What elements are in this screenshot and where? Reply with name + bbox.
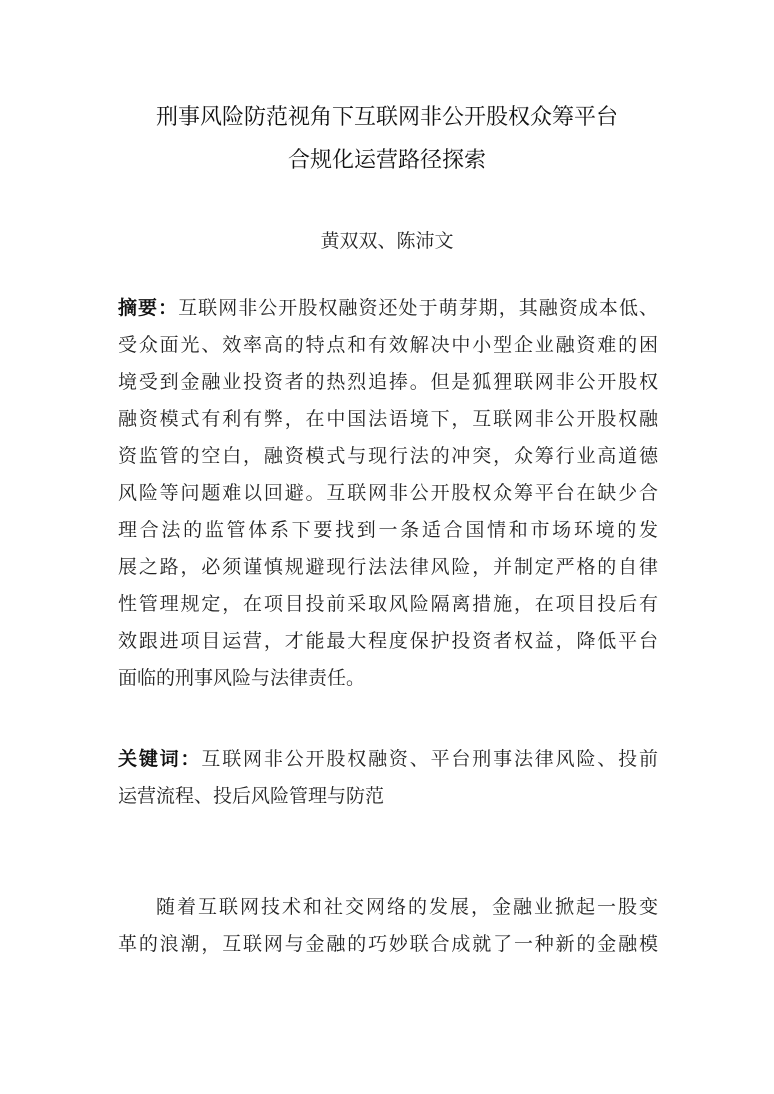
keywords-text: 互联网非公开股权融资、平台刑事法律风险、投前 (201, 748, 658, 770)
abstract-line: 资监管的空白，融资模式与现行法的冲突，众筹行业高道德 (118, 445, 658, 467)
keywords-line (118, 747, 658, 771)
abstract-line: 境受到金融业投资者的热烈追捧。但是狐狸联网非公开股权 (118, 371, 658, 393)
abstract-line: 理合法的监管体系下要找到一条适合国情和市场环境的发 (118, 519, 658, 541)
abstract-text: 互联网非公开股权融资还处于萌芽期，其融资成本低、 (178, 297, 658, 319)
abstract-label: 摘要： (118, 297, 179, 319)
abstract-line: 效跟进项目运营，才能最大程度保护投资者权益，降低平台 (118, 630, 658, 652)
authors: 黄双双、陈沛文 (320, 230, 454, 252)
keywords-label: 关键词： (118, 748, 202, 770)
body-line: 随着互联网技术和社交网络的发展，金融业掀起一股变 (156, 896, 658, 918)
abstract-line: 性管理规定，在项目投前采取风险隔离措施，在项目投后有 (118, 593, 658, 615)
title-line-2: 合规化运营路径探索 (287, 148, 486, 173)
keywords-line: 运营流程、投后风险管理与防范 (118, 785, 385, 807)
abstract-line: 面临的刑事风险与法律责任。 (118, 667, 366, 689)
abstract-line: 展之路，必须谨慎规避现行法法律风险，并制定严格的自律 (118, 556, 658, 578)
abstract-line: 风险等问题难以回避。互联网非公开股权众筹平台在缺少合 (118, 482, 658, 504)
abstract-line (118, 296, 658, 320)
title-line-1: 刑事风险防范视角下互联网非公开股权众筹平台 (155, 105, 618, 130)
body-line: 革的浪潮，互联网与金融的巧妙联合成就了一种新的金融模 (118, 933, 658, 955)
abstract-line: 融资模式有利有弊，在中国法语境下，互联网非公开股权融 (118, 408, 658, 430)
abstract-line: 受众面光、效率高的特点和有效解决中小型企业融资难的困 (118, 334, 658, 356)
